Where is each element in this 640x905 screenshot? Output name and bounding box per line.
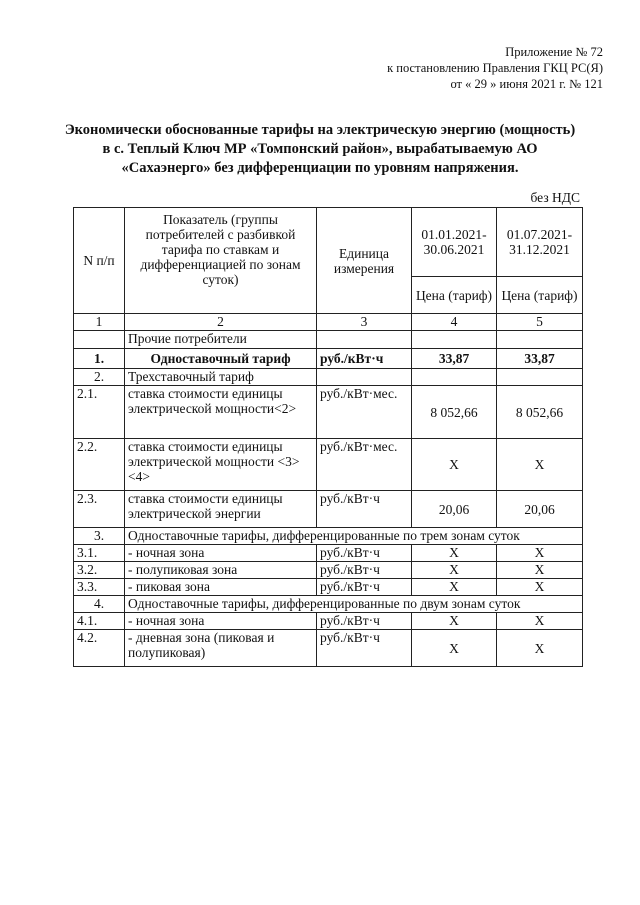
appendix-note <box>387 44 603 92</box>
row-num: 3.1. <box>74 545 125 562</box>
row-num: 1. <box>74 349 125 369</box>
header-price-2: Цена (тариф) <box>497 277 583 314</box>
row-name: - ночная зона <box>125 613 317 630</box>
row-name: ставка стоимости единицы электрической энергии <box>125 491 317 528</box>
row-value-2: X <box>497 545 583 562</box>
title-line: Экономически обоснованные тарифы на электрическую энергию (мощность) <box>64 122 576 138</box>
row-name: Одноставочные тарифы, дифференцированные по двум зонам суток <box>125 596 583 613</box>
table-row <box>74 439 583 491</box>
table-row <box>74 491 583 528</box>
row-num: 2. <box>74 369 125 386</box>
row-value-1: X <box>412 579 497 596</box>
header-period-1: 01.01.2021-30.06.2021 <box>412 208 497 277</box>
row-unit: руб./кВт·ч <box>317 491 412 528</box>
table-row <box>74 349 583 369</box>
row-num: 4. <box>74 596 125 613</box>
row-value-1 <box>412 369 497 386</box>
row-value-2: 20,06 <box>497 491 583 528</box>
row-name: - пиковая зона <box>125 579 317 596</box>
header-num: N п/п <box>74 208 125 314</box>
row-value-2 <box>497 369 583 386</box>
row-unit: руб./кВт·ч <box>317 579 412 596</box>
row-value-2: X <box>497 630 583 667</box>
row-unit: руб./кВт·ч <box>317 630 412 667</box>
row-value-2: 8 052,66 <box>497 386 583 439</box>
table-group-row <box>74 331 583 349</box>
column-index: 1 <box>74 314 125 331</box>
row-num: 2.3. <box>74 491 125 528</box>
row-num: 2.2. <box>74 439 125 491</box>
row-name: Одноставочные тарифы, дифференцированные по трем зонам суток <box>125 528 583 545</box>
table-row <box>74 545 583 562</box>
row-unit: руб./кВт·ч <box>317 613 412 630</box>
header-indicator: Показатель (группы потребителей с разбивкой тарифа по ставкам и дифференциацией по зонам суток) <box>125 208 317 314</box>
vat-note: без НДС <box>530 190 580 205</box>
row-value-2: X <box>497 562 583 579</box>
row-name: Трехставочный тариф <box>125 369 317 386</box>
row-num: 4.2. <box>74 630 125 667</box>
column-index: 2 <box>125 314 317 331</box>
row-name: - ночная зона <box>125 545 317 562</box>
table-row <box>74 369 583 386</box>
row-name: Одноставочный тариф <box>125 349 317 369</box>
appendix-line: Приложение № 72 <box>505 45 603 59</box>
row-value-1: X <box>412 439 497 491</box>
row-unit: руб./кВт·ч <box>317 545 412 562</box>
appendix-line: от « 29 » июня 2021 г. № 121 <box>450 77 603 91</box>
appendix-line: к постановлению Правления ГКЦ РС(Я) <box>387 61 603 75</box>
row-num: 3. <box>74 528 125 545</box>
row-unit: руб./кВт·мес. <box>317 439 412 491</box>
table-row <box>74 386 583 439</box>
table-row <box>74 613 583 630</box>
row-value-2: X <box>497 579 583 596</box>
row-value-2: X <box>497 439 583 491</box>
row-num: 3.3. <box>74 579 125 596</box>
column-index: 4 <box>412 314 497 331</box>
row-unit: руб./кВт·мес. <box>317 386 412 439</box>
table-index-row <box>74 314 583 331</box>
row-unit <box>317 369 412 386</box>
header-period-2: 01.07.2021-31.12.2021 <box>497 208 583 277</box>
document-title <box>40 121 600 178</box>
row-unit: руб./кВт·ч <box>317 349 412 369</box>
group-label: Прочие потребители <box>125 331 317 349</box>
row-value-2: X <box>497 613 583 630</box>
row-value-1: 8 052,66 <box>412 386 497 439</box>
table-section-row <box>74 528 583 545</box>
row-num: 4.1. <box>74 613 125 630</box>
table-section-row <box>74 596 583 613</box>
row-value-1: 33,87 <box>412 349 497 369</box>
row-value-1: 20,06 <box>412 491 497 528</box>
row-value-1: X <box>412 613 497 630</box>
row-value-1: X <box>412 630 497 667</box>
tariff-table <box>73 207 583 667</box>
row-name: - дневная зона (пиковая и полупиковая) <box>125 630 317 667</box>
row-name: ставка стоимости единицы электрической мощности <3><4> <box>125 439 317 491</box>
row-value-1: X <box>412 562 497 579</box>
header-price-1: Цена (тариф) <box>412 277 497 314</box>
row-name: - полупиковая зона <box>125 562 317 579</box>
row-num: 3.2. <box>74 562 125 579</box>
row-value-1: X <box>412 545 497 562</box>
column-index: 5 <box>497 314 583 331</box>
table-row <box>74 630 583 667</box>
title-line: в с. Теплый Ключ МР «Томпонский район», вырабатываемую АО <box>102 141 538 157</box>
title-line: «Сахаэнерго» без дифференциации по уровням напряжения. <box>121 160 519 176</box>
column-index: 3 <box>317 314 412 331</box>
header-unit: Единица измерения <box>317 208 412 314</box>
table-row <box>74 579 583 596</box>
row-unit: руб./кВт·ч <box>317 562 412 579</box>
row-name: ставка стоимости единицы электрической мощности<2> <box>125 386 317 439</box>
row-num: 2.1. <box>74 386 125 439</box>
row-value-2: 33,87 <box>497 349 583 369</box>
table-header-row <box>74 208 583 277</box>
table-row <box>74 562 583 579</box>
